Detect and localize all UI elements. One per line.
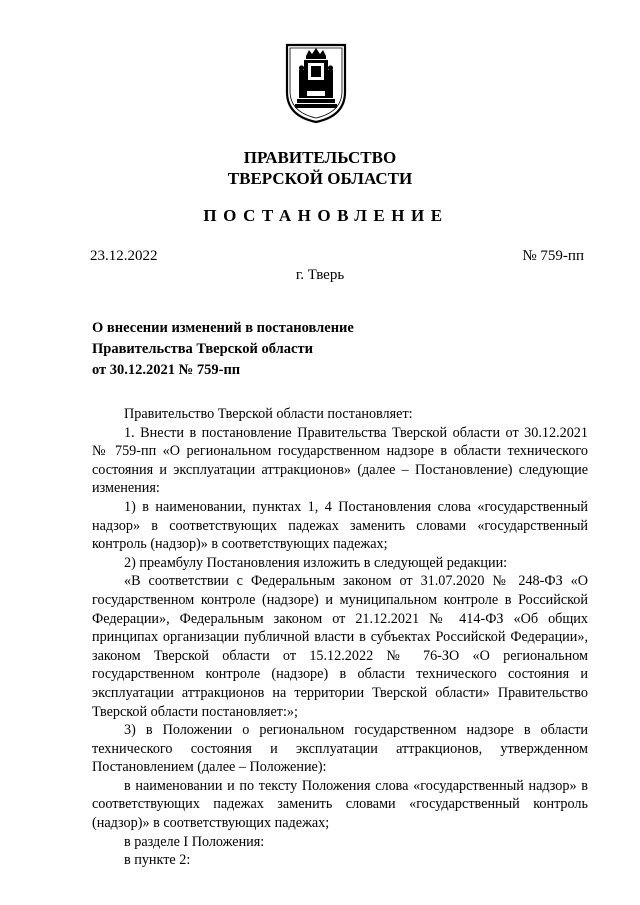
document-subject <box>92 318 354 381</box>
body-paragraph: 2) преамбулу Постановления изложить в следующей редакции: <box>124 554 508 571</box>
body-paragraph: в пункте 2: <box>124 852 191 869</box>
subject-line: от 30.12.2021 № 759-пп <box>92 362 241 378</box>
body-paragraph: в наименовании и по тексту Положения слова «государственный надзор» в соответствующих падежах заменить словами «государственный контроль (надзор)» в соответствующих падежах; <box>92 777 588 832</box>
coat-of-arms-emblem <box>284 42 348 124</box>
subject-line: Правительства Тверской области <box>92 341 313 357</box>
document-body <box>92 405 588 870</box>
document-number: № 759-пп <box>522 248 584 264</box>
subject-line: О внесении изменений в постановление <box>92 320 354 336</box>
document-date: 23.12.2022 <box>90 248 158 264</box>
body-paragraph: Правительство Тверской области постановляет: <box>124 406 413 422</box>
body-paragraph: в разделе I Положения: <box>124 833 265 850</box>
body-paragraph: 3) в Положении о региональном государственном надзоре в области технического состояния и эксплуатации аттракционов, утвержденном Постановлением (далее – Положение): <box>92 722 588 776</box>
document-city: г. Тверь <box>295 267 345 283</box>
body-paragraph: 1. Внести в постановление Правительства Тверской области от 30.12.2021 № 759-пп «О региональном государственном надзоре в области технического состояния и эксплуатации аттракционов» (далее – Постановление) следующие изменения: <box>92 424 588 497</box>
document-type-heading: ПОСТАНОВЛЕНИЕ <box>203 206 449 225</box>
body-paragraph: 1) в наименовании, пунктах 1, 4 Постановления слова «государственный надзор» в соответствующих падежах заменить словами «государственный контроль (надзор)» в соответствующих падежах; <box>92 498 588 553</box>
body-paragraph: «В соответствии с Федеральным законом от 31.07.2020 № 248-ФЗ «О государственном контроле (надзоре) и муниципальном контроле в Российской Федерации», Федеральным законом от 21.12.2021 № 414-ФЗ «Об общих принципах организации публичной власти в субъектах Российской Федерации», законом Тверской области от 15.12.2022 № 76-ЗО «О региональном государственном контроле (надзоре) в области технического состояния и эксплуатации аттракционов на территории Тверской области» Правительство Тверской области постановляет:»; <box>92 573 588 720</box>
organization-name-line-1: ПРАВИТЕЛЬСТВО <box>243 148 397 167</box>
organization-name-line-2: ТВЕРСКОЙ ОБЛАСТИ <box>227 169 413 188</box>
